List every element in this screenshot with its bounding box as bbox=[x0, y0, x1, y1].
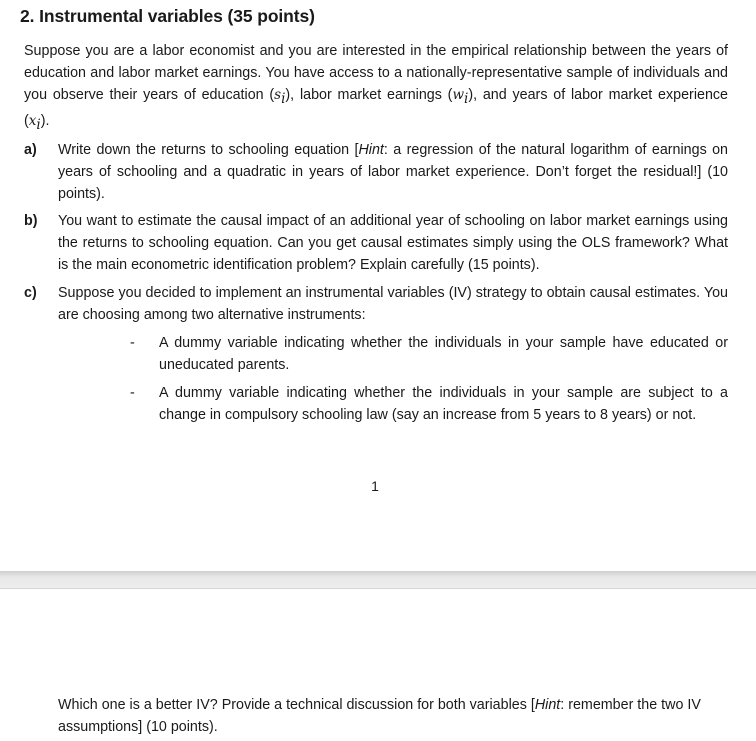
instrument-option bbox=[130, 332, 728, 376]
question-a bbox=[24, 139, 728, 205]
instrument-option bbox=[130, 382, 728, 426]
intro-text-4: ). bbox=[40, 112, 50, 129]
page-number: 1 bbox=[371, 478, 379, 494]
variable-s: s bbox=[274, 87, 282, 103]
hint-label: Hint bbox=[534, 697, 561, 713]
instrument-option-text: A dummy variable indicating whether the individuals in your sample have educated or uneducated parents. bbox=[159, 335, 728, 373]
question-c bbox=[24, 282, 728, 326]
question-b-text: You want to estimate the causal impact of an additional year of schooling on labor market earnings using the returns to schooling equation. Can you get causal estimates simply using the OLS framework? What is the main econometric identification problem? Explain carefully (15 points). bbox=[58, 213, 728, 273]
instrument-option-text: A dummy variable indicating whether the individuals in your sample are subject to a change in compulsory schooling law (say an increase from 5 years to 8 years) or not. bbox=[159, 385, 728, 423]
page-break-separator bbox=[0, 571, 756, 588]
question-a-text-part1: Write down the returns to schooling equation [ bbox=[58, 142, 359, 158]
question-c-text: Suppose you decided to implement an instrumental variables (IV) strategy to obtain causal estimates. You are choosing among two alternative instruments: bbox=[58, 285, 728, 323]
question-a-label: a) bbox=[24, 142, 37, 158]
intro-paragraph bbox=[24, 40, 728, 136]
section-heading: 2. Instrumental variables (35 points) bbox=[20, 6, 315, 26]
variable-x: x bbox=[28, 112, 37, 129]
question-a-text-part2: : a regression of the natural logarithm of earnings on years of schooling and a quadratic in years of labor market experience. Don’t forget the residual!] (10 points). bbox=[58, 142, 729, 202]
document-page-2 bbox=[0, 589, 756, 741]
continuation-text-part2: : remember the two IV assumptions] (10 points). bbox=[58, 697, 701, 735]
variable-w: w bbox=[452, 87, 464, 103]
hint-label: Hint bbox=[358, 142, 384, 158]
subscript-i: i bbox=[464, 90, 469, 107]
question-c-continuation bbox=[58, 694, 730, 738]
continuation-text-part1: Which one is a better IV? Provide a technical discussion for both variables [ bbox=[58, 697, 535, 713]
bullet-dash: - bbox=[130, 385, 135, 401]
bullet-dash: - bbox=[130, 335, 135, 351]
subscript-i: i bbox=[36, 116, 41, 133]
intro-text-1: Suppose you are a labor economist and you are interested in the empirical relationship between the years of education and labor market earnings. You have access to a nationally-representative sample of individuals and you observe their years of education ( bbox=[24, 43, 728, 103]
subscript-i: i bbox=[281, 90, 286, 107]
intro-text-2: ), labor market earnings ( bbox=[285, 87, 453, 103]
question-a-text bbox=[58, 139, 728, 205]
question-c-label: c) bbox=[24, 285, 37, 301]
question-b bbox=[24, 210, 728, 276]
intro-text-3: ), and years of labor market experience ( bbox=[24, 87, 728, 129]
question-b-label: b) bbox=[24, 213, 38, 229]
